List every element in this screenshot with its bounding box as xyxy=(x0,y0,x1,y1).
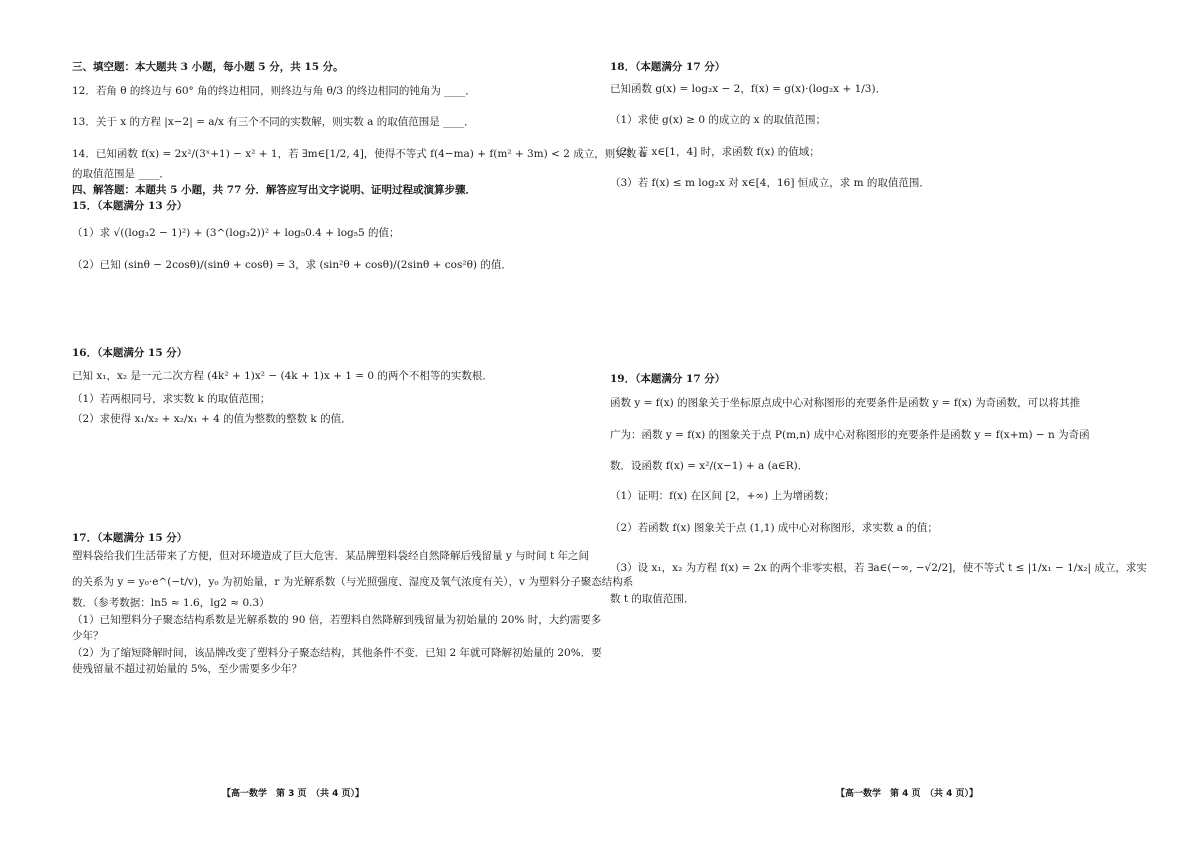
question-19-part2: （2）若函数 f(x) 图象关于点 (1,1) 成中心对称图形，求实数 a 的值； xyxy=(610,522,938,534)
question-18-part2: （2）若 x∈[1，4] 时，求函数 f(x) 的值域； xyxy=(610,146,820,158)
question-19-part3-line2: 数 t 的取值范围． xyxy=(610,593,695,605)
question-17-part1-line1: （1）已知塑料分子聚态结构系数是光解系数的 90 倍，若塑料自然降解到残留量为初始量的 20% 时，大约需要多 xyxy=(72,614,602,626)
question-17-body-line3: 数．（参考数据：ln5 ≈ 1.6，lg2 ≈ 0.3） xyxy=(72,597,270,609)
question-18-part1: （1）求使 g(x) ≥ 0 的成立的 x 的取值范围； xyxy=(610,114,826,126)
section4-heading: 四、解答题：本题共 5 小题，共 77 分．解答应写出文字说明、证明过程或演算步骤． xyxy=(72,184,477,196)
question-16-body: 已知 x₁，x₂ 是一元二次方程 (4k² + 1)x² − (4k + 1)x + 1 = 0 的两个不相等的实数根． xyxy=(72,370,493,382)
question-18-title: 18．（本题满分 17 分） xyxy=(610,61,726,73)
right-page-footer: 【高一数学 第 4 页 （共 4 页）】 xyxy=(836,789,979,799)
question-12: 12．若角 θ 的终边与 60° 角的终边相同，则终边与角 θ/3 的终边相同的钝角为 ____． xyxy=(72,85,476,97)
question-15-part1: （1）求 √((log₃2 − 1)²) + (3^(log₃2))² + log₅0.4 + log₅5 的值； xyxy=(72,227,400,239)
question-18-part3: （3）若 f(x) ≤ m log₂x 对 x∈[4，16] 恒成立，求 m 的取值范围． xyxy=(610,177,930,189)
question-19-body-line3: 数．设函数 f(x) = x²/(x−1) + a (a∈R)． xyxy=(610,460,809,472)
question-14-line1: 14．已知函数 f(x) = 2x²/(3ˣ+1) − x² + 1，若 ∃m∈[1/2, 4]，使得不等式 f(4−ma) + f(m² + 3m) < 2 成立，则实数 a xyxy=(72,148,646,160)
question-19-part1: （1）证明：f(x) 在区间 [2，+∞) 上为增函数； xyxy=(610,490,835,502)
section3-heading: 三、填空题：本大题共 3 小题，每小题 5 分，共 15 分。 xyxy=(72,61,344,73)
question-17-part2-line1: （2）为了缩短降解时间，该品牌改变了塑料分子聚态结构，其他条件不变．已知 2 年就可降解初始量的 20%．要 xyxy=(72,647,602,659)
question-19-body-line1: 函数 y = f(x) 的图象关于坐标原点成中心对称图形的充要条件是函数 y = f(x) 为奇函数，可以将其推 xyxy=(610,397,1081,409)
question-17-body-line2: 的关系为 y = y₀·e^(−t/v)，y₀ 为初始量，r 为光解系数（与光照强度、湿度及氧气浓度有关），v 为塑料分子聚态结构系 xyxy=(72,576,634,588)
question-16-title: 16．（本题满分 15 分） xyxy=(72,347,188,359)
question-16-part2: （2）求使得 x₁/x₂ + x₂/x₁ + 4 的值为整数的整数 k 的值． xyxy=(72,413,352,425)
question-13: 13．关于 x 的方程 |x−2| = a/x 有三个不同的实数解，则实数 a 的取值范围是 ____． xyxy=(72,116,475,128)
question-17-part2-line2: 使残留量不超过初始量的 5%，至少需要多少年？ xyxy=(72,663,302,675)
left-page-footer: 【高一数学 第 3 页 （共 4 页）】 xyxy=(222,789,365,799)
question-18-body: 已知函数 g(x) = log₂x − 2，f(x) = g(x)·(log₂x + 1/3)． xyxy=(610,83,887,95)
question-17-part1-line2: 少年？ xyxy=(72,630,104,642)
question-16-part1: （1）若两根同号，求实数 k 的取值范围； xyxy=(72,393,271,405)
question-15-title: 15．（本题满分 13 分） xyxy=(72,200,188,212)
question-19-part3-line1: （3）设 x₁，x₂ 为方程 f(x) = 2x 的两个非零实根，若 ∃a∈(−∞, −√2/2]，使不等式 t ≤ |1/x₁ − 1/x₂| 成立，求实 xyxy=(610,562,1147,574)
question-17-title: 17．（本题满分 15 分） xyxy=(72,532,188,544)
question-17-body-line1: 塑料袋给我们生活带来了方便，但对环境造成了巨大危害．某品牌塑料袋经自然降解后残留量 y 与时间 t 年之间 xyxy=(72,550,589,562)
question-19-body-line2: 广为：函数 y = f(x) 的图象关于点 P(m,n) 成中心对称图形的充要条件是函数 y = f(x+m) − n 为奇函 xyxy=(610,429,1090,441)
question-15-part2: （2）已知 (sinθ − 2cosθ)/(sinθ + cosθ) = 3，求 (sin²θ + cosθ)/(2sinθ + cos²θ) 的值． xyxy=(72,259,512,271)
question-19-title: 19．（本题满分 17 分） xyxy=(610,373,726,385)
question-14-line2: 的取值范围是 ____． xyxy=(72,168,170,180)
